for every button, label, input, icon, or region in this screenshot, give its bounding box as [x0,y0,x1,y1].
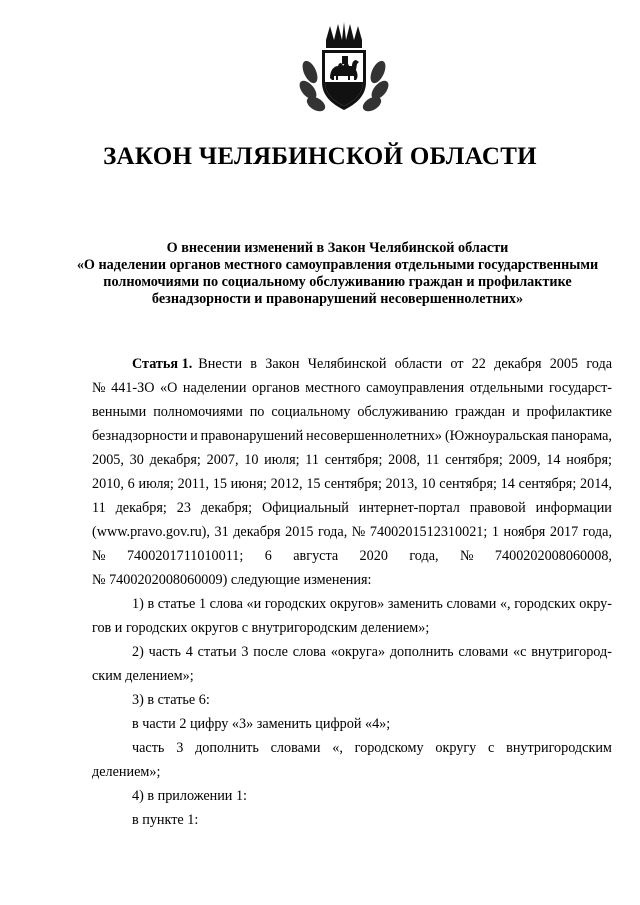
text-line: 2005, 30 декабря; 2007, 10 июля; 11 сентября; 2008, 11 сентября; 2009, 14 ноября; [92,452,612,468]
article-1-text [92,352,612,832]
text-line: № 7400202008060009) следующие изменения: [92,572,372,588]
subject-line: безнадзорности и правонарушений несовершеннолетних» [151,291,524,307]
text-line: гов и городских округов с внутригородским делением»; [92,620,430,636]
text-line: 4) в приложении 1: [132,788,247,804]
text-line: ским делением»; [92,668,194,684]
text-line: (www.pravo.gov.ru), 31 декабря 2015 года, № 7400201512310021; 1 ноября 2017 года, [92,524,612,540]
text-line: 1) в статье 1 слова «и городских округов» заменить словами «, городских окру- [132,596,612,612]
text-line: безнадзорности и правонарушений несовершеннолетних» (Южноуральская панорама, [92,428,612,444]
article-label: Статья 1. [132,356,193,372]
subject-line: «О наделении органов местного самоуправления отдельными государственными [76,257,599,273]
chelyabinsk-coat-of-arms-icon [296,20,392,116]
text-line: № 7400201711010011; 6 августа 2020 года, № 7400202008060008, [92,548,612,564]
law-title: ЗАКОН ЧЕЛЯБИНСКОЙ ОБЛАСТИ [103,143,537,170]
text-line: № 441-ЗО «О наделении органов местного самоуправления отдельными государст- [92,380,612,396]
text-line: 2) часть 4 статьи 3 после слова «округа» дополнить словами «с внутригород- [132,644,612,660]
text-line: 11 декабря; 23 декабря; Официальный интернет-портал правовой информации [92,500,612,516]
subject-line: полномочиями по социальному обслуживанию граждан и профилактике [103,274,572,290]
text-line: в части 2 цифру «3» заменить цифрой «4»; [132,716,391,732]
text-line: венными полномочиями по социальному обслуживанию граждан и профилактике [92,404,612,420]
text-line: в пункте 1: [132,812,199,828]
text-line: часть 3 дополнить словами «, городскому округу с внутригородским [132,740,612,756]
text-line: делением»; [92,764,161,780]
article-first-line [92,352,612,376]
text-line: Внести в Закон Челябинской области от 22 декабря 2005 года [198,356,612,372]
text-line: 2010, 6 июля; 2011, 15 июня; 2012, 15 сентября; 2013, 10 сентября; 14 сентября; 2014, [92,476,612,492]
law-subject [60,240,615,308]
subject-line: О внесении изменений в Закон Челябинской области [166,240,509,256]
text-line: 3) в статье 6: [132,692,210,708]
